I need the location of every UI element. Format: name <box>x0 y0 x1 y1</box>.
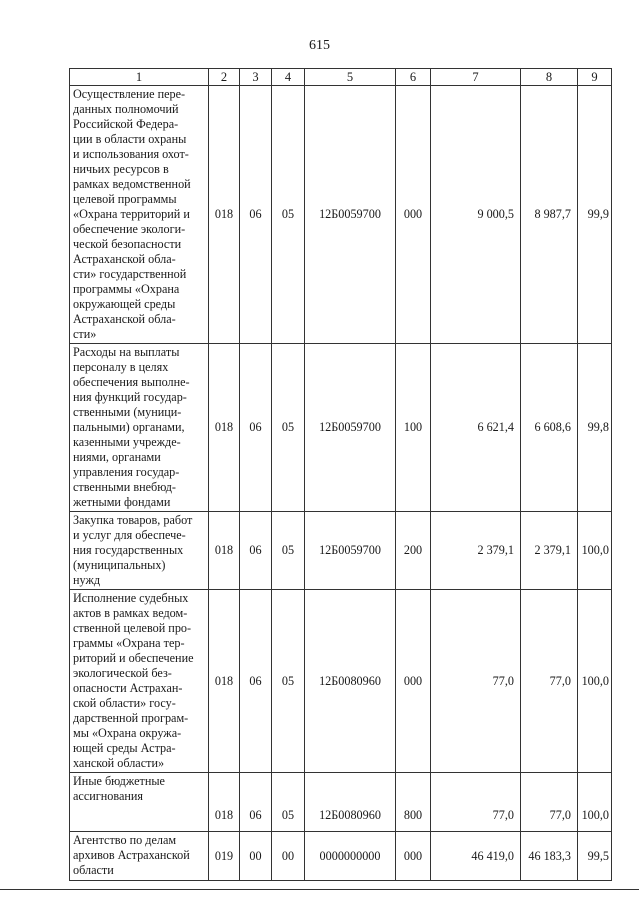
cell-planned: 2 379,1 <box>431 512 521 590</box>
description-line: Астраханской обла- <box>73 312 176 326</box>
description-line: управления государ- <box>73 465 180 479</box>
description-line: ассигнования <box>73 789 144 803</box>
description-line: ственной целевой про- <box>73 621 192 635</box>
table-row <box>70 512 612 590</box>
description-line: ния функций государ- <box>73 390 187 404</box>
description-line: окружающей среды <box>73 297 176 311</box>
cell-subsection: 05 <box>272 590 305 773</box>
cell-admin-code: 018 <box>209 512 240 590</box>
cell-admin-code: 018 <box>209 86 240 344</box>
description-line: жетными фондами <box>73 495 171 509</box>
cell-target-item: 12Б0080960 <box>305 773 396 832</box>
cell-admin-code: 018 <box>209 773 240 832</box>
header-row <box>70 69 612 86</box>
cell-target-item: 12Б0059700 <box>305 512 396 590</box>
cell-planned: 6 621,4 <box>431 344 521 512</box>
cell-subsection: 00 <box>272 832 305 881</box>
description-line: программы «Охрана <box>73 282 180 296</box>
cell-planned: 77,0 <box>431 590 521 773</box>
description-line: области <box>73 863 114 877</box>
description-line: Иные бюджетные <box>73 774 165 788</box>
cell-executed: 77,0 <box>521 773 578 832</box>
cell-executed: 8 987,7 <box>521 86 578 344</box>
description-line: казенными учрежде- <box>73 435 181 449</box>
cell-executed: 6 608,6 <box>521 344 578 512</box>
cell-planned: 46 419,0 <box>431 832 521 881</box>
cell-admin-code: 018 <box>209 344 240 512</box>
description-line: обеспечение экологи- <box>73 222 186 236</box>
cell-section: 06 <box>240 590 272 773</box>
description-line: Астраханской обла- <box>73 252 176 266</box>
cell-section: 00 <box>240 832 272 881</box>
table-row <box>70 773 612 832</box>
description-line: «Охрана территорий и <box>73 207 190 221</box>
cell-target-item: 0000000000 <box>305 832 396 881</box>
description-line: Исполнение судебных <box>73 591 189 605</box>
cell-section: 06 <box>240 86 272 344</box>
row-description <box>70 86 209 344</box>
description-line: данных полномочий <box>73 102 179 116</box>
header-cell: 2 <box>209 69 240 86</box>
description-line: Закупка товаров, работ <box>73 513 193 527</box>
cell-target-item: 12Б0080960 <box>305 590 396 773</box>
description-line: актов в рамках ведом- <box>73 606 188 620</box>
table-row <box>70 590 612 773</box>
cell-subsection: 05 <box>272 86 305 344</box>
budget-table <box>69 68 612 881</box>
cell-expense-type: 200 <box>396 512 431 590</box>
description-line: сти» государственной <box>73 267 187 281</box>
cell-section: 06 <box>240 773 272 832</box>
description-line: ния государственных <box>73 543 184 557</box>
description-line: Осуществление пере- <box>73 87 186 101</box>
page-bottom-rule <box>0 889 639 890</box>
cell-target-item: 12Б0059700 <box>305 344 396 512</box>
description-line: ничьих ресурсов в <box>73 162 169 176</box>
description-line: рамках ведомственной <box>73 177 191 191</box>
cell-percent: 100,0 <box>578 512 612 590</box>
description-line: персоналу в целях <box>73 360 169 374</box>
description-line: и использования охот- <box>73 147 189 161</box>
row-description <box>70 512 209 590</box>
description-line: ственными (муници- <box>73 405 182 419</box>
cell-executed: 46 183,3 <box>521 832 578 881</box>
header-cell: 8 <box>521 69 578 86</box>
description-line: обеспечения выполне- <box>73 375 190 389</box>
description-line: дарственной програм- <box>73 711 189 725</box>
description-line: экологической без- <box>73 666 172 680</box>
cell-expense-type: 000 <box>396 590 431 773</box>
description-line: нужд <box>73 573 101 587</box>
description-line: Агентство по делам <box>73 833 177 847</box>
cell-admin-code: 019 <box>209 832 240 881</box>
description-line: Российской Федера- <box>73 117 179 131</box>
row-description <box>70 590 209 773</box>
cell-executed: 77,0 <box>521 590 578 773</box>
table-row <box>70 832 612 881</box>
description-line: граммы «Охрана тер- <box>73 636 185 650</box>
description-line: сти» <box>73 327 97 341</box>
description-line: ханской области» <box>73 756 165 770</box>
description-line: архивов Астраханской <box>73 848 190 862</box>
cell-executed: 2 379,1 <box>521 512 578 590</box>
description-line: ственными внебюд- <box>73 480 176 494</box>
description-line: пальными) органами, <box>73 420 185 434</box>
cell-section: 06 <box>240 344 272 512</box>
cell-planned: 77,0 <box>431 773 521 832</box>
header-cell: 9 <box>578 69 612 86</box>
table-row <box>70 344 612 512</box>
description-line: ской области» госу- <box>73 696 176 710</box>
cell-percent: 99,8 <box>578 344 612 512</box>
description-line: ции в области охраны <box>73 132 187 146</box>
description-line: мы «Охрана окружа- <box>73 726 182 740</box>
description-line: риторий и обеспечение <box>73 651 194 665</box>
row-description <box>70 773 209 832</box>
row-description <box>70 832 209 881</box>
cell-target-item: 12Б0059700 <box>305 86 396 344</box>
cell-subsection: 05 <box>272 773 305 832</box>
cell-admin-code: 018 <box>209 590 240 773</box>
header-cell: 3 <box>240 69 272 86</box>
description-line: ческой безопасности <box>73 237 182 251</box>
description-line: Расходы на выплаты <box>73 345 180 359</box>
description-line: ниями, органами <box>73 450 161 464</box>
cell-section: 06 <box>240 512 272 590</box>
cell-percent: 100,0 <box>578 590 612 773</box>
description-line: ющей среды Астра- <box>73 741 176 755</box>
description-line: (муниципальных) <box>73 558 166 572</box>
header-cell: 4 <box>272 69 305 86</box>
cell-planned: 9 000,5 <box>431 86 521 344</box>
page-number: 615 <box>309 38 330 53</box>
header-cell: 5 <box>305 69 396 86</box>
description-line: целевой программы <box>73 192 177 206</box>
description-line: и услуг для обеспече- <box>73 528 186 542</box>
cell-expense-type: 000 <box>396 86 431 344</box>
cell-expense-type: 800 <box>396 773 431 832</box>
cell-subsection: 05 <box>272 512 305 590</box>
header-cell: 7 <box>431 69 521 86</box>
cell-expense-type: 100 <box>396 344 431 512</box>
cell-expense-type: 000 <box>396 832 431 881</box>
header-cell: 6 <box>396 69 431 86</box>
header-cell: 1 <box>70 69 209 86</box>
cell-percent: 99,5 <box>578 832 612 881</box>
cell-percent: 99,9 <box>578 86 612 344</box>
table-row <box>70 86 612 344</box>
cell-percent: 100,0 <box>578 773 612 832</box>
description-line: опасности Астрахан- <box>73 681 183 695</box>
cell-subsection: 05 <box>272 344 305 512</box>
row-description <box>70 344 209 512</box>
